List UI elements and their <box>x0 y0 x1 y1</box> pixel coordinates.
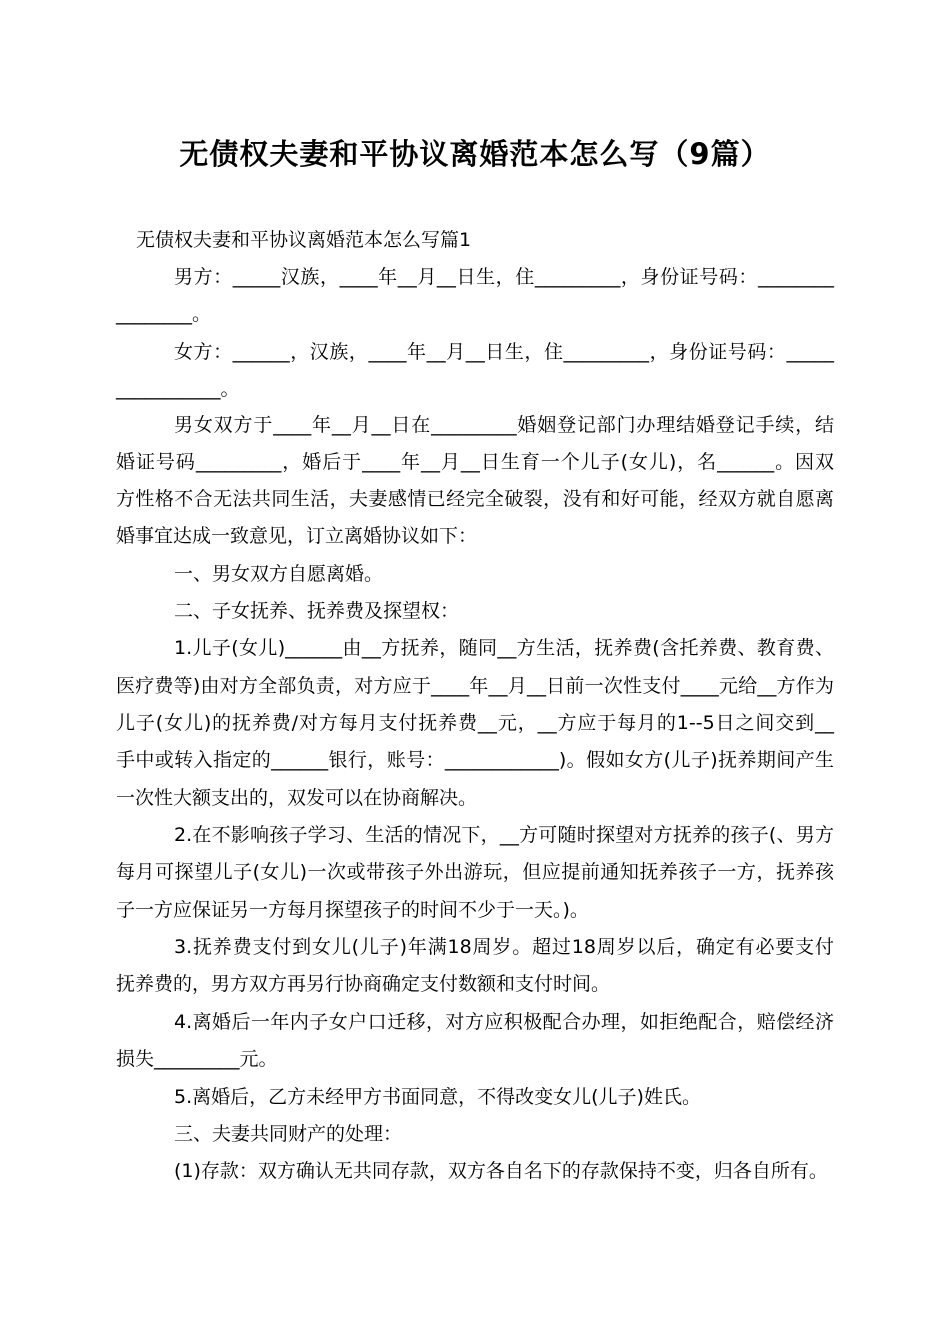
paragraph-line: 2.在不影响孩子学习、生活的情况下，__方可随时探望对方抚养的孩子(、男方 <box>174 824 834 846</box>
paragraph-line: 一次性大额支出的，双发可以在协商解决。 <box>116 787 478 809</box>
paragraph-line: ___________。 <box>116 378 240 400</box>
paragraph-line: 一、男女双方自愿离婚。 <box>174 563 384 585</box>
paragraph-line: 男方：_____汉族，____年__月__日生，住_________，身份证号码：________ <box>174 266 834 288</box>
paragraph-line: 男女双方于____年__月__日在_________婚姻登记部门办理结婚登记手续，结 <box>174 414 834 436</box>
paragraph-line: 医疗费等)由对方全部负责，对方应于____年__月__日前一次性支付____元给__方作为 <box>116 675 834 697</box>
paragraph-line: 婚证号码_________，婚后于____年__月__日生育一个儿子(女儿)，名______。因双 <box>116 451 834 473</box>
paragraph-line: 3.抚养费支付到女儿(儿子)年满18周岁。超过18周岁以后，确定有必要支付 <box>174 936 834 958</box>
paragraph-line: 4.离婚后一年内子女户口迁移，对方应积极配合办理，如拒绝配合，赔偿经济 <box>174 1011 834 1033</box>
paragraph-line: 抚养费的，男方双方再另行协商确定支付数额和支付时间。 <box>116 973 611 995</box>
paragraph-line: 每月可探望儿子(女儿)一次或带孩子外出游玩，但应提前通知抚养孩子一方，抚养孩 <box>116 861 834 883</box>
paragraph-line: 1.儿子(女儿)______由__方抚养，随同__方生活，抚养费(含托养费、教育费、 <box>174 637 834 659</box>
paragraph-line: 二、子女抚养、抚养费及探望权： <box>174 600 460 622</box>
paragraph-line: 子一方应保证另一方每月探望孩子的时间不少于一天。)。 <box>116 899 589 921</box>
paragraph-line: 三、夫妻共同财产的处理： <box>174 1123 403 1145</box>
paragraph-line: 损失_________元。 <box>116 1048 278 1070</box>
document-title: 无债权夫妻和平协议离婚范本怎么写（9篇） <box>179 137 771 171</box>
paragraph-line: 5.离婚后，乙方未经甲方书面同意，不得改变女儿(儿子)姓氏。 <box>174 1086 701 1108</box>
paragraph-line: (1)存款：双方确认无共同存款，双方各自名下的存款保持不变，归各自所有。 <box>174 1160 828 1182</box>
paragraph-line: 方性格不合无法共同生活，夫妻感情已经完全破裂，没有和好可能，经双方就自愿离 <box>116 488 834 510</box>
paragraph-line: 儿子(女儿)的抚养费/对方每月支付抚养费__元，__方应于每月的1--5日之间交到__ <box>116 712 834 734</box>
section-heading: 无债权夫妻和平协议离婚范本怎么写篇1 <box>136 229 472 251</box>
paragraph-line: ________。 <box>116 303 212 325</box>
paragraph-line: 婚事宜达成一致意见，订立离婚协议如下： <box>116 525 478 547</box>
paragraph-line: 女方：______，汉族，____年__月__日生，住_________，身份证号码：_____ <box>174 341 834 363</box>
paragraph-line: 手中或转入指定的______银行，账号：____________)。假如女方(儿子)抚养期间产生 <box>116 749 834 771</box>
